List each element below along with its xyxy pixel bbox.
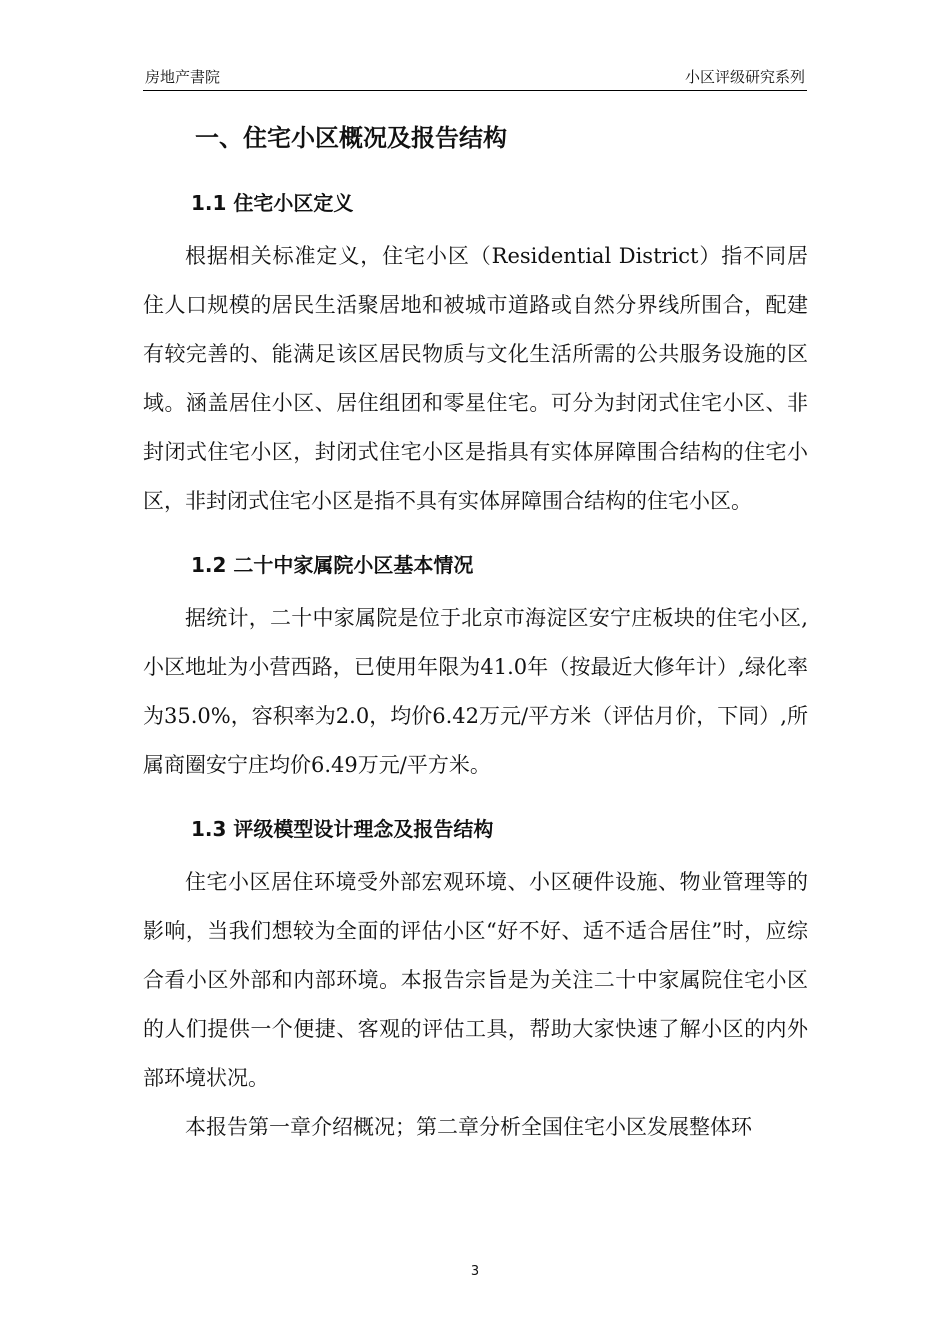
section-heading-1-1: 1.1 住宅小区定义 — [191, 191, 354, 215]
section-heading-1-2: 1.2 二十中家属院小区基本情况 — [191, 553, 474, 577]
paragraph-basic-info: 据统计，二十中家属院是位于北京市海淀区安宁庄板块的住宅小区,小区地址为小营西路，已使用年限为41.0年（按最近大修年计）,绿化率为35.0%，容积率为2.0，均价6.42万元/平方米（评估月价，下同）,所属商圈安宁庄均价6.49万元/平方米。 — [143, 606, 808, 777]
section-heading-1-3: 1.3 评级模型设计理念及报告结构 — [191, 817, 494, 841]
paragraph-model-design: 住宅小区居住环境受外部宏观环境、小区硬件设施、物业管理等的影响，当我们想较为全面的评估小区“好不好、适不适合居住”时，应综合看小区外部和内部环境。本报告宗旨是为关注二十中家属院住宅小区的人们提供一个便捷、客观的评估工具，帮助大家快速了解小区的内外部环境状况。 — [143, 870, 808, 1090]
header-right-text: 小区评级研究系列 — [684, 68, 805, 86]
chapter-heading: 一、住宅小区概况及报告结构 — [195, 124, 507, 152]
paragraph-definition: 根据相关标准定义，住宅小区（Residential District）指不同居住人口规模的居民生活聚居地和被城市道路或自然分界线所围合，配建有较完善的、能满足该区居民物质与文化生活所需的公共服务设施的区域。涵盖居住小区、居住组团和零星住宅。可分为封闭式住宅小区、非封闭式住宅小区，封闭式住宅小区是指具有实体屏障围合结构的住宅小区，非封闭式住宅小区是指不具有实体屏障围合结构的住宅小区。 — [143, 244, 808, 513]
paragraph-report-structure: 本报告第一章介绍概况；第二章分析全国住宅小区发展整体环 — [185, 1115, 752, 1139]
header-left-text: 房地产書院 — [145, 68, 221, 86]
page-number: 3 — [470, 1264, 480, 1279]
page-content — [143, 112, 808, 1152]
page-header — [143, 64, 807, 91]
